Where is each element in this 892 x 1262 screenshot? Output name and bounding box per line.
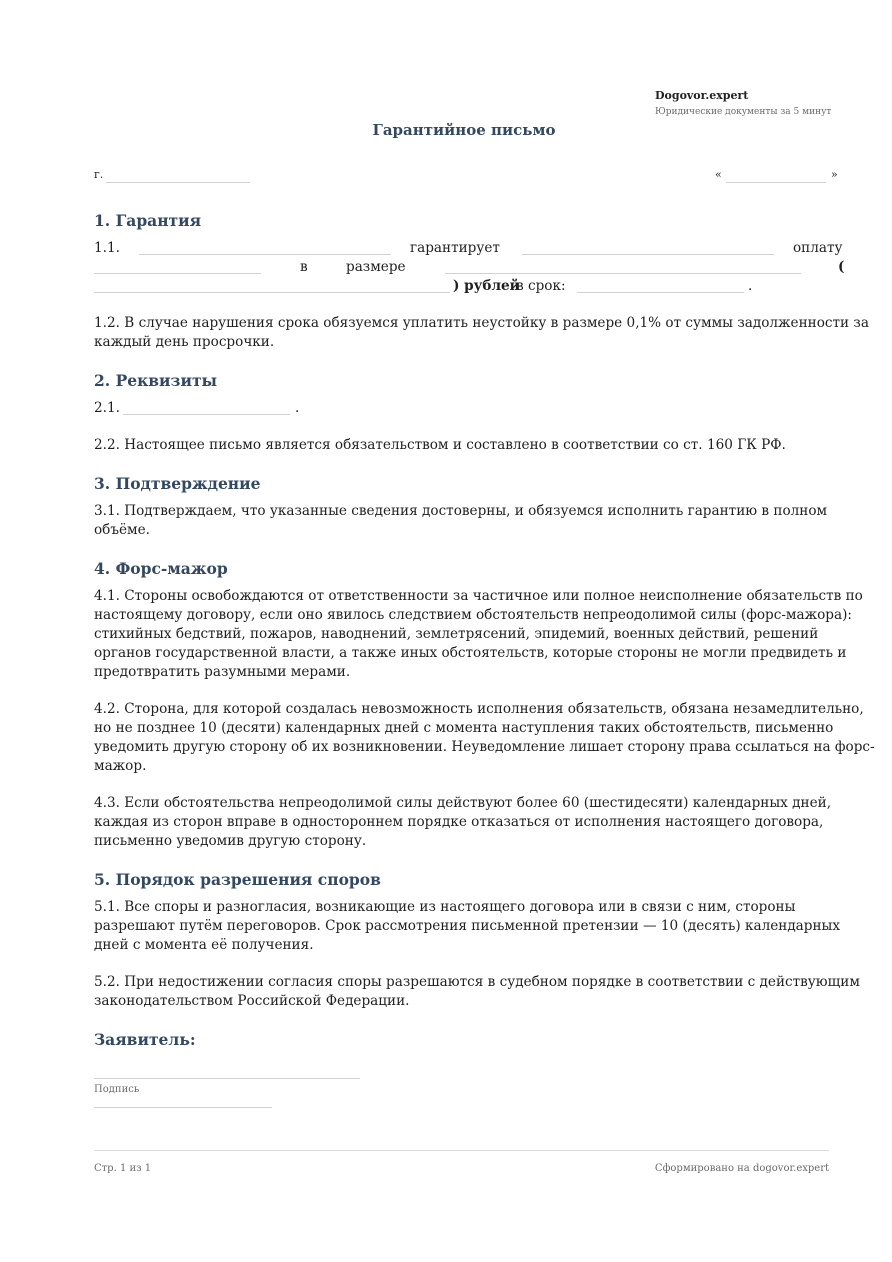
paragraph-2-2: 2.2. Настоящее письмо является обязательством и составлено в соответствии со ст. 160 ГК РФ. [94, 437, 786, 453]
signature-blank[interactable] [94, 1107, 272, 1108]
signature-label: Подпись [94, 1084, 140, 1095]
p1-1-payment: оплату [793, 240, 843, 256]
section-heading-disputes: 5. Порядок разрешения споров [94, 870, 381, 889]
requisites-blank[interactable] [123, 401, 290, 415]
date-open-quote: « [715, 168, 722, 181]
p1-1-dot: . [748, 278, 753, 294]
document-body [94, 198, 876, 1058]
city-date-row [94, 168, 836, 186]
p1-1-paren-open: ( [838, 259, 845, 275]
p1-1-number: 1.1. [94, 240, 120, 256]
date-blank[interactable] [726, 182, 826, 183]
subject-blank[interactable] [94, 260, 261, 274]
signature-heading: Заявитель: [94, 1030, 196, 1049]
city-prefix: г. [94, 168, 104, 181]
beneficiary-blank[interactable] [522, 241, 774, 255]
p2-1-number: 2.1. [94, 400, 120, 416]
date-close-quote: » [831, 168, 838, 181]
p1-1-line-2 [94, 258, 876, 277]
paragraph-5-2: 5.2. При недостижении согласия споры разрешаются в судебном порядке в соответствии с действующим законодательством Российской Федерации. [94, 974, 860, 1009]
paragraph-5-1: 5.1. Все споры и разногласия, возникающие из настоящего договора или в связи с ним, стороны разрешают путём переговоров. Срок рассмотрения письменной претензии — 10 (десять) календарных дней с момента её получения. [94, 899, 841, 953]
brand-block [655, 89, 831, 119]
section-heading-confirmation: 3. Подтверждение [94, 474, 261, 493]
paragraph-4-2: 4.2. Сторона, для которой создалась невозможность исполнения обязательств, обязана незамедлительно, но не позднее 10 (десяти) календарных дней с момента наступления таких обстоятельств, письменно уведомить другую сторону об их возникновении. Неуведомление лишает сторону права ссылаться на форс-мажор. [94, 701, 875, 774]
p1-1-line-1 [94, 239, 876, 258]
p1-1-in: в [300, 259, 308, 275]
paragraph-2-1 [94, 399, 876, 418]
p1-1-line-3 [94, 277, 876, 296]
section-heading-requisites: 2. Реквизиты [94, 371, 218, 390]
footer-generated-note: Сформировано на dogovor.expert [654, 1163, 829, 1174]
brand-name: Dogovor.expert [655, 89, 749, 102]
city-blank[interactable] [106, 182, 250, 183]
p1-1-term: в срок: [516, 278, 566, 294]
paragraph-4-3: 4.3. Если обстоятельства непреодолимой силы действуют более 60 (шестидесяти) календарных дней, каждая из сторон вправе в одностороннем порядке отказаться от исполнения настоящего договора, письменно уведомив другую сторону. [94, 795, 832, 849]
amount-blank[interactable] [445, 260, 801, 274]
guarantor-blank[interactable] [139, 241, 391, 255]
term-blank[interactable] [577, 279, 744, 293]
paragraph-1-1 [94, 239, 876, 296]
p2-1-dot: . [295, 400, 300, 416]
section-heading-guarantee: 1. Гарантия [94, 211, 202, 230]
footer-page-number: Стр. 1 из 1 [94, 1163, 152, 1174]
p1-1-amount: размере [346, 259, 406, 275]
p1-1-rubles: ) рублей [453, 278, 520, 294]
paragraph-3-1: 3.1. Подтверждаем, что указанные сведения достоверны, и обязуемся исполнить гарантию в полном объёме. [94, 503, 828, 538]
footer-divider [94, 1150, 829, 1151]
section-heading-force-majeure: 4. Форс-мажор [94, 559, 228, 578]
p1-1-guarantees: гарантирует [410, 240, 500, 256]
signature-name-blank[interactable] [94, 1078, 360, 1079]
amount-words-blank[interactable] [94, 279, 450, 293]
paragraph-1-2: 1.2. В случае нарушения срока обязуемся уплатить неустойку в размере 0,1% от суммы задолженности за каждый день просрочки. [94, 315, 869, 350]
document-title: Гарантийное письмо [372, 121, 556, 139]
paragraph-4-1: 4.1. Стороны освобождаются от ответственности за частичное или полное неисполнение обязательств по настоящему договору, если оно явилось следствием обстоятельств непреодолимой силы (форс-мажора): стихийных бедствий, пожаров, наводнений, землетрясений, эпидемий, военных действий, решений органов государственной власти, а также иных обстоятельств, которые стороны не могли предвидеть и предотвратить разумными мерами. [94, 588, 863, 680]
brand-tagline: Юридические документы за 5 минут [655, 107, 832, 117]
